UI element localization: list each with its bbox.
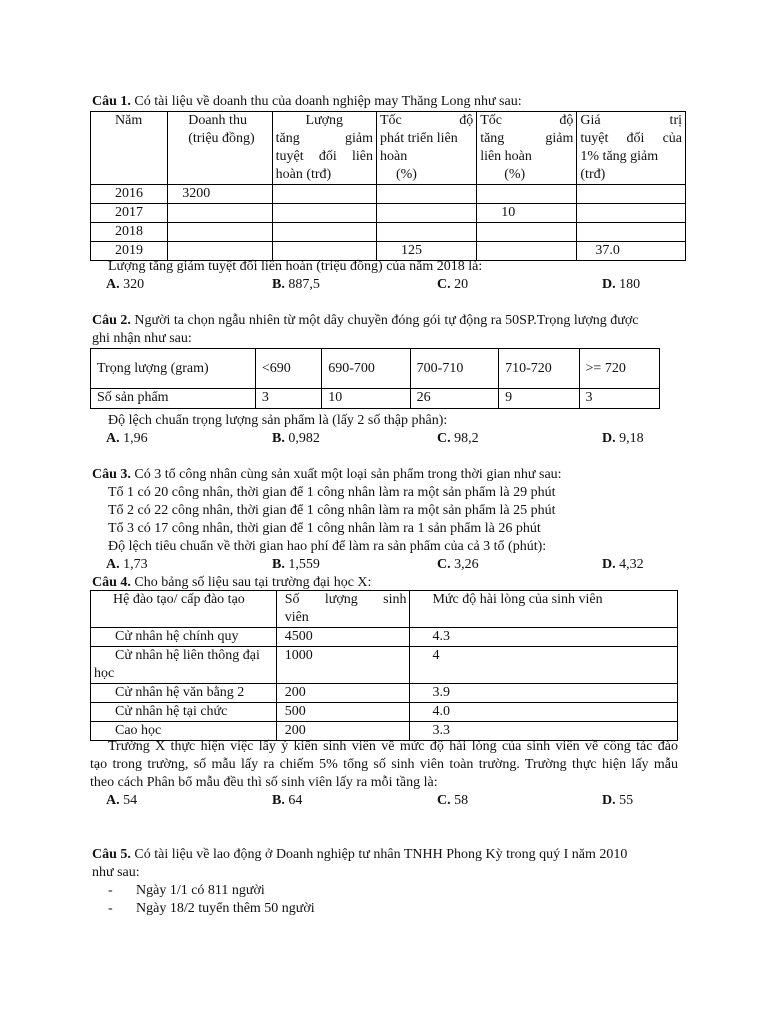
q2-question: Độ lệch chuẩn trọng lượng sản phẩm là (lấy 2 số thập phân): xyxy=(108,413,448,428)
q1-answer-c[interactable]: C. 20 xyxy=(437,277,469,292)
q1-table xyxy=(90,111,686,261)
q4-header-count: Số lượng sinh viên xyxy=(276,591,410,628)
q1-header-revenue: Doanh thu (triệu đồng) xyxy=(168,112,272,185)
q3-answer-c[interactable]: C. 3,26 xyxy=(437,557,479,572)
q4-header-satisfaction: Mức độ hài lòng của sinh viên xyxy=(410,591,678,628)
q3-text: Có 3 tổ công nhân cùng sản xuất một loại sản phẩm trong thời gian như sau: xyxy=(130,467,562,482)
q5-text-line2: như sau: xyxy=(92,865,140,880)
q4-row: Cao học 200 3.3 xyxy=(91,722,678,741)
q1-answer-d[interactable]: D. 180 xyxy=(602,277,641,292)
q1-label: Câu 1. xyxy=(92,94,131,109)
q4-answer-c[interactable]: C. 58 xyxy=(437,793,469,808)
q4-row: Cử nhân hệ liên thông đại học 1000 4 xyxy=(91,647,678,684)
q2-heading xyxy=(92,312,639,330)
q1-header-one-pct: Giá trị tuyệt đối của 1% tăng giảm (trđ) xyxy=(577,112,686,185)
q5-label: Câu 5. xyxy=(92,847,131,862)
q1-answer-b[interactable]: B. 887,5 xyxy=(272,277,320,292)
q1-header-row xyxy=(91,112,686,185)
q1-row-2016: 2016 3200 xyxy=(91,185,686,204)
q4-para-line-1: Trường X thực hiện việc lấy ý kiến sinh viên về mức độ hài lòng của sinh viên về công tác đào xyxy=(108,739,678,754)
q2-row-weight: Trọng lượng (gram) <690 690-700 700-710 710-720 >= 720 xyxy=(91,349,660,389)
q5-bullet-mark-2: - xyxy=(108,901,113,916)
q5-bullet-1: Ngày 1/1 có 811 người xyxy=(136,883,265,898)
q3-answer-a[interactable]: A. 1,73 xyxy=(106,557,148,572)
q4-row: Cử nhân hệ văn bằng 2 200 3.9 xyxy=(91,684,678,703)
q1-text: Có tài liệu về doanh thu của doanh nghiệp may Thăng Long như sau: xyxy=(130,94,522,109)
q5-text: Có tài liệu về lao động ở Doanh nghiệp tư nhân TNHH Phong Kỳ trong quý I năm 2010 xyxy=(130,847,628,862)
q1-row-2019: 2019 125 37.0 xyxy=(91,242,686,261)
q4-label: Câu 4. xyxy=(92,575,131,590)
q4-para-line-3: theo cách Phân bổ mẫu đều thì số sinh viên lấy ra mỗi tầng là: xyxy=(90,775,438,790)
q2-answer-d[interactable]: D. 9,18 xyxy=(602,431,644,446)
q4-text: Cho bảng số liệu sau tại trường đại học X: xyxy=(130,575,372,590)
q2-text-line2: ghi nhận như sau: xyxy=(92,331,192,346)
q3-answer-b[interactable]: B. 1,559 xyxy=(272,557,320,572)
q2-label: Câu 2. xyxy=(92,313,131,328)
q1-question: Lượng tăng giảm tuyệt đối liên hoàn (triệu đồng) của năm 2018 là: xyxy=(108,259,483,274)
q2-answer-b[interactable]: B. 0,982 xyxy=(272,431,320,446)
q1-heading xyxy=(92,93,522,111)
q4-header-program: Hệ đào tạo/ cấp đào tạo xyxy=(91,591,277,628)
q1-header-abs-change: Lượng tăng giảm tuyệt đối liên hoàn (trđ) xyxy=(272,112,376,185)
q1-header-change-rate: Tốc độ tăng giảm liên hoàn (%) xyxy=(477,112,577,185)
q4-row: Cử nhân hệ chính quy 4500 4.3 xyxy=(91,628,678,647)
q2-table xyxy=(90,348,660,409)
q4-header-row xyxy=(91,591,678,628)
q1-row-2018: 2018 xyxy=(91,223,686,242)
q4-para-line-2: tạo trong trường, số mẫu lấy ra chiếm 5% tổng số sinh viên toàn trường. Trường thực hiện lấy mẫu xyxy=(90,757,678,772)
q4-answer-a[interactable]: A. 54 xyxy=(106,793,138,808)
q5-bullet-mark-1: - xyxy=(108,883,113,898)
q5-heading xyxy=(92,846,627,864)
q4-table xyxy=(90,590,678,741)
q4-row: Cử nhân hệ tại chức 500 4.0 xyxy=(91,703,678,722)
q3-label: Câu 3. xyxy=(92,467,131,482)
q1-header-year: Năm xyxy=(91,112,168,185)
q2-answer-c[interactable]: C. 98,2 xyxy=(437,431,479,446)
q4-answer-d[interactable]: D. 55 xyxy=(602,793,634,808)
q2-answer-a[interactable]: A. 1,96 xyxy=(106,431,148,446)
q2-row-count: Số sản phẩm 3 10 26 9 3 xyxy=(91,389,660,409)
q1-row-2017: 2017 10 xyxy=(91,204,686,223)
q2-text: Người ta chọn ngẫu nhiên từ một dây chuyền đóng gói tự động ra 50SP.Trọng lượng được xyxy=(130,313,639,328)
q4-answer-b[interactable]: B. 64 xyxy=(272,793,303,808)
q1-header-growth-rate: Tốc độ phát triển liên hoàn (%) xyxy=(376,112,476,185)
q3-line-2: Tổ 2 có 22 công nhân, thời gian để 1 công nhân làm ra một sản phẩm là 25 phút xyxy=(108,503,556,518)
q3-line-1: Tổ 1 có 20 công nhân, thời gian để 1 công nhân làm ra một sản phẩm là 29 phút xyxy=(108,485,556,500)
q5-bullet-2: Ngày 18/2 tuyển thêm 50 người xyxy=(136,901,315,916)
q1-answer-a[interactable]: A. 320 xyxy=(106,277,145,292)
q3-line-4: Độ lệch tiêu chuẩn về thời gian hao phí để làm ra sản phẩm của cả 3 tổ (phút): xyxy=(108,539,547,554)
q3-line-3: Tổ 3 có 17 công nhân, thời gian để 1 công nhân làm ra 1 sản phẩm là 26 phút xyxy=(108,521,541,536)
q3-answer-d[interactable]: D. 4,32 xyxy=(602,557,644,572)
q3-heading xyxy=(92,466,562,484)
